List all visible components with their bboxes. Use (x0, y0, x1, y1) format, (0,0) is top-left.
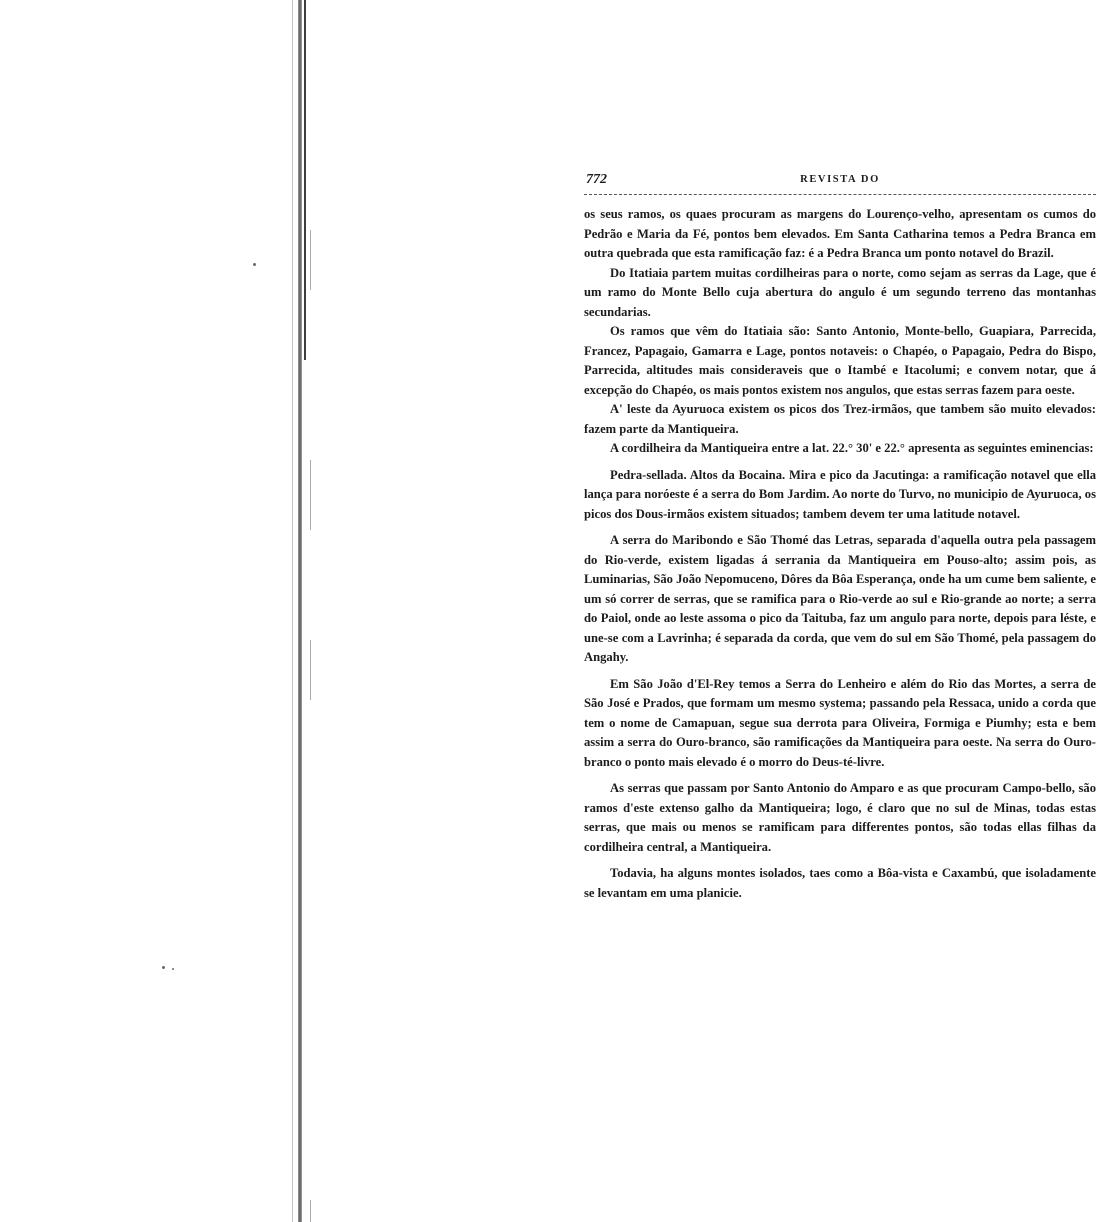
paragraph: Pedra-sellada. Altos da Bocaina. Mira e pico da Jacutinga: a ramificação notavel que ella lança para noróeste é a serra do Bom Jardim. Ao norte do Turvo, no municipio de Ayuruoca, os picos dos Dous-irmãos existem situados; tambem devem ter uma latitude notavel. (584, 467, 1096, 521)
paragraph: As serras que passam por Santo Antonio do Amparo e as que procuram Campo-bello, são ramos d'este extenso galho da Mantiqueira; logo, é claro que no sul de Minas, todas estas serras, que mais ou menos se ramificam para differentes pontos, são todas ellas filhas da cordilheira central, a Mantiqueira. (584, 781, 1096, 854)
book-page (584, 172, 1096, 903)
gutter-mark (310, 230, 311, 290)
paper-speck (253, 263, 256, 266)
page-header (584, 172, 1096, 195)
gutter-mark (310, 460, 311, 530)
gutter-mark (310, 1200, 311, 1222)
body-text (584, 205, 1096, 903)
paragraph: A serra do Maribondo e São Thomé das Letras, separada d'aquella outra pela passagem do Rio-verde, existem ligadas á serrania da Mantiqueira em Pouso-alto; assim pois, as Luminarias, São João Nepomuceno, Dôres da Bôa Esperança, onde ha um cume bem saliente, e um só correr de serras, que se ramifica para o Rio-verde ao sul e Rio-grande ao norte; a serra do Paiol, onde ao leste assoma o pico da Taituba, faz um angulo para norte, depois para léste, e une-se com a Lavrinha; é separada da corda, que vem do sul em São Thomé, pela passagem do Angahy. (584, 533, 1096, 664)
running-head: REVISTA DO (800, 174, 880, 185)
paragraph: A' leste da Ayuruoca existem os picos dos Trez-irmãos, que tambem são muito elevados: fazem parte da Mantiqueira. (584, 402, 1096, 436)
paragraph: Os ramos que vêm do Itatiaia são: Santo Antonio, Monte-bello, Guapiara, Parrecida, Francez, Papagaio, Gamarra e Lage, pontos notaveis: o Chapéo, o Papagaio, Pedra do Bispo, Parrecida, altitudes mais consideraveis que o Itambé e Itacolumi; e convem notar, que á excepção do Chapéo, os mais pontos existem nos angulos, que estas serras fazem para oeste. (584, 324, 1096, 397)
paragraph: os seus ramos, os quaes procuram as margens do Lourenço-velho, apresentam os cumos do Pedrão e Maria da Fé, pontos bem elevados. Em Santa Catharina temos a Pedra Branca em outra quebrada que esta ramificação faz: é a Pedra Branca um ponto notavel do Brazil. (584, 207, 1096, 260)
paragraph: Do Itatiaia partem muitas cordilheiras para o norte, como sejam as serras da Lage, que é um ramo do Monte Bello cuja abertura do angulo é um segundo terreno das montanhas secundarias. (584, 265, 1096, 319)
paper-speck (172, 968, 174, 970)
paragraph: Todavia, ha alguns montes isolados, taes como a Bôa-vista e Caxambú, que isoladamente se levantam em uma planicie. (584, 866, 1096, 900)
gutter-shadow-line (304, 0, 306, 360)
paragraph: A cordilheira da Mantiqueira entre a lat. 22.° 30' e 22.° apresenta as seguintes eminencias: (610, 441, 1094, 455)
page-number: 772 (586, 172, 607, 187)
gutter-thin-line (292, 0, 293, 1222)
book-gutter (288, 0, 322, 1222)
gutter-binding-line (298, 0, 302, 1222)
paragraph: Em São João d'El-Rey temos a Serra do Lenheiro e além do Rio das Mortes, a serra de São José e Prados, que formam um mesmo systema; passando pela Ressaca, unido a corda que tem o nome de Camapuan, segue sua derrota para Oliveira, Formiga e Piumhy; esta e bem assim a serra do Ouro-branco, são ramificações da Mantiqueira para oeste. Na serra do Ouro-branco o ponto mais elevado é o morro do Deus-té-livre. (584, 676, 1096, 769)
paper-speck (162, 966, 165, 969)
gutter-mark (310, 640, 311, 700)
